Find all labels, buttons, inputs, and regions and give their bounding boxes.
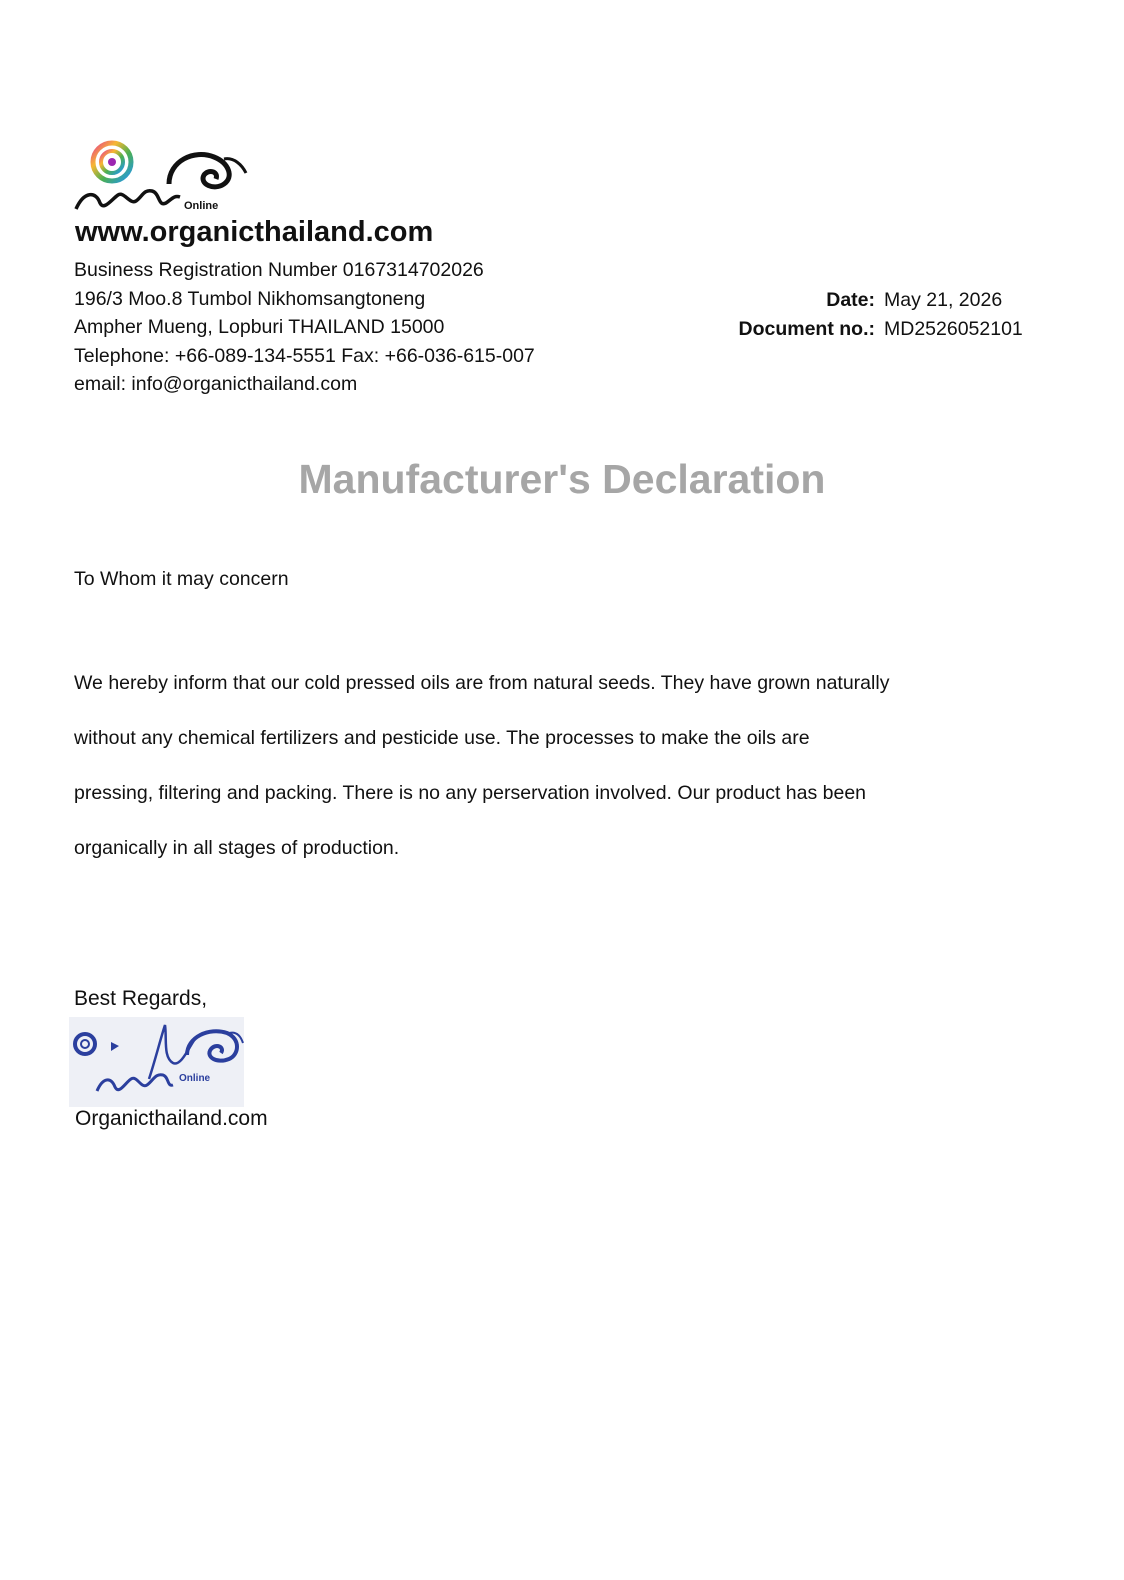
document-number-value: MD2526052101 bbox=[884, 318, 1023, 340]
body-line: organically in all stages of production. bbox=[74, 837, 400, 859]
salutation: To Whom it may concern bbox=[74, 568, 289, 590]
closing: Best Regards, bbox=[74, 987, 208, 1010]
company-website: www.organicthailand.com bbox=[75, 216, 434, 248]
date-value: May 21, 2026 bbox=[884, 289, 1003, 311]
telephone-fax: Telephone: +66-089-134-5551 Fax: +66-036-615-007 bbox=[74, 344, 535, 367]
body-line: pressing, filtering and packing. There is no any perservation involved. Our product has been bbox=[74, 782, 867, 804]
address-line-1: 196/3 Moo.8 Tumbol Nikhomsangtoneng bbox=[74, 287, 426, 310]
svg-text:Online: Online bbox=[184, 200, 219, 212]
signer-name: Organicthailand.com bbox=[75, 1107, 268, 1130]
email: email: info@organicthailand.com bbox=[74, 373, 358, 396]
company-address-block bbox=[74, 256, 535, 399]
company-logo-icon bbox=[74, 139, 254, 219]
company-stamp-icon bbox=[69, 1017, 244, 1107]
svg-text:Online: Online bbox=[179, 1073, 211, 1084]
registration-number: Business Registration Number 0167314702026 bbox=[74, 259, 484, 281]
document-meta bbox=[739, 286, 1031, 344]
document-title: Manufacturer's Declaration bbox=[298, 456, 826, 502]
address-line-2: Ampher Mueng, Lopburi THAILAND 15000 bbox=[74, 316, 445, 339]
date-label: Date: bbox=[826, 289, 875, 311]
body-line: without any chemical fertilizers and pesticide use. The processes to make the oils are bbox=[74, 727, 810, 749]
declaration-body bbox=[74, 656, 1034, 876]
date-row bbox=[739, 286, 1031, 315]
document-number-label: Document no.: bbox=[738, 318, 875, 340]
document-number-row bbox=[739, 315, 1031, 344]
body-line: We hereby inform that our cold pressed oils are from natural seeds. They have grown naturally bbox=[74, 672, 890, 694]
